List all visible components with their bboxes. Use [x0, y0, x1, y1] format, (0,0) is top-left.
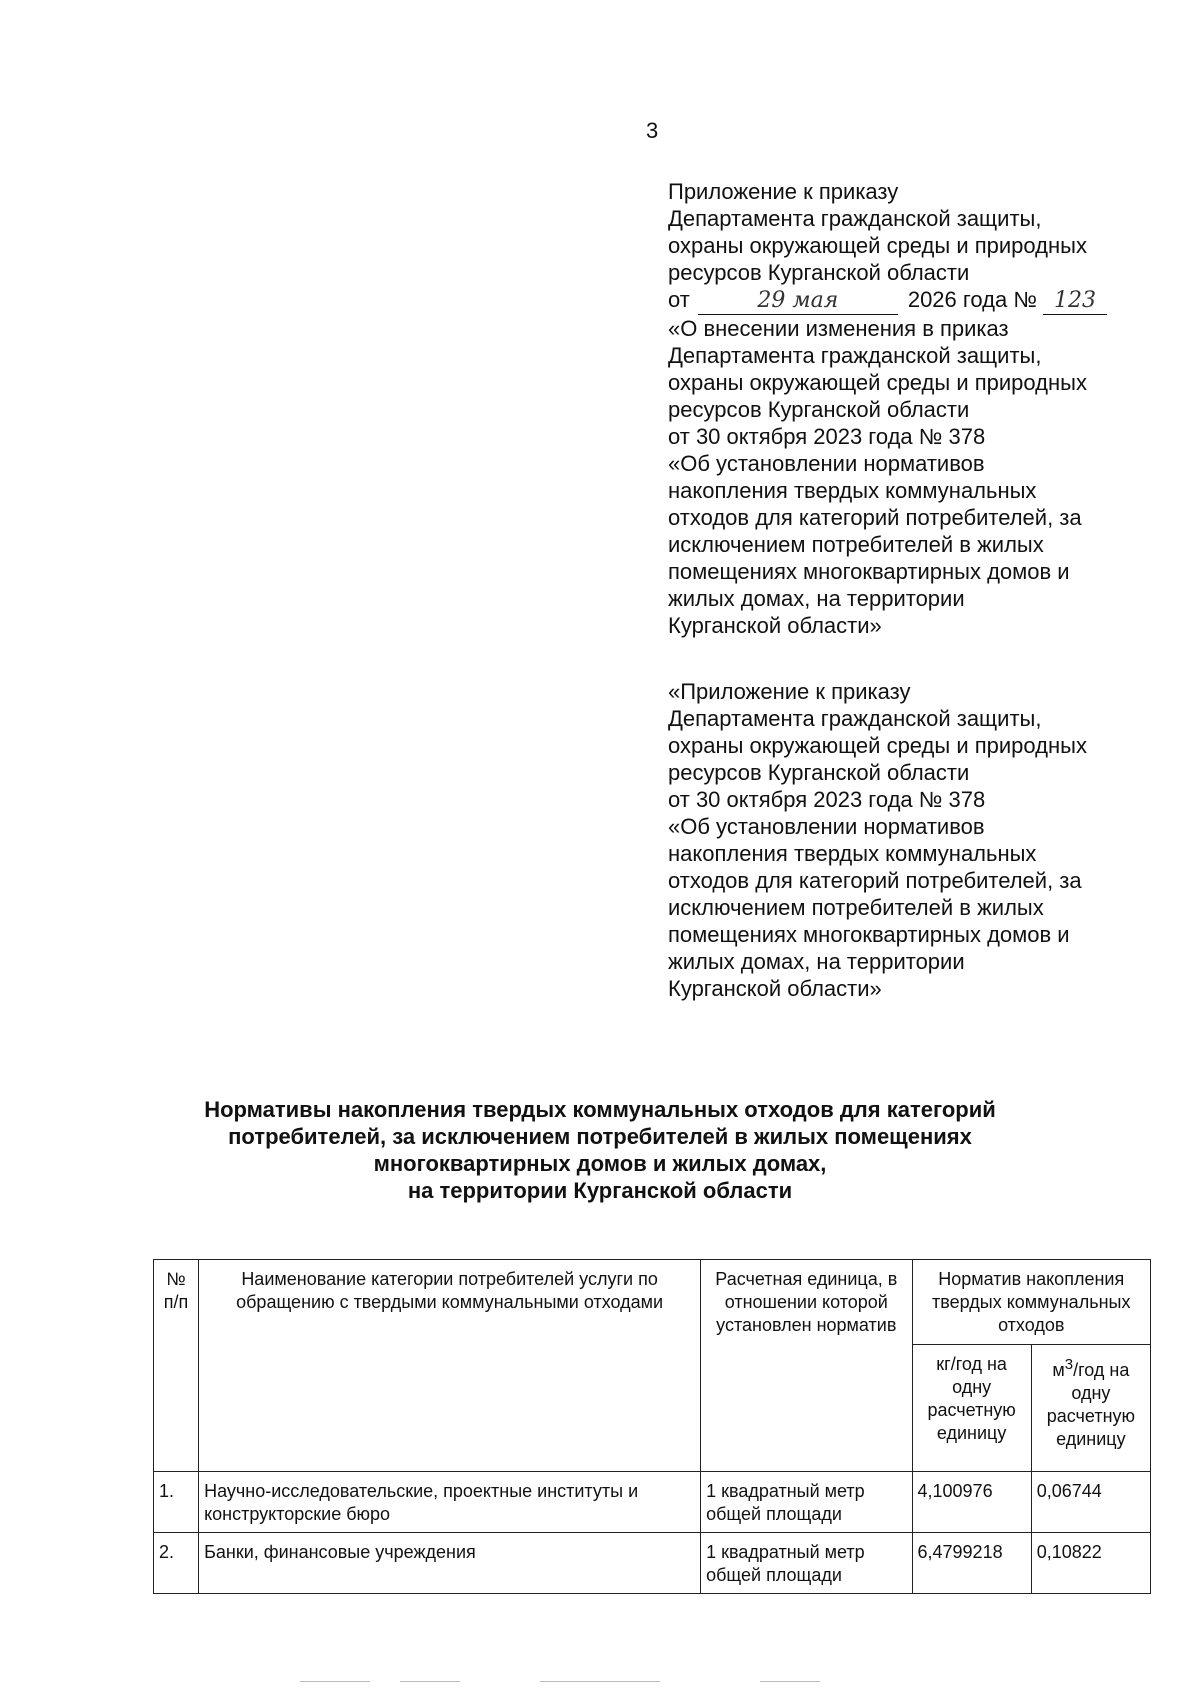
- annex-line: «Об установлении нормативов: [668, 451, 985, 476]
- annex-line: отходов для категорий потребителей, за: [668, 868, 1082, 893]
- header-m3-prefix: м: [1052, 1360, 1065, 1380]
- scan-artifact-line: [400, 1681, 460, 1682]
- annex-line: Департамента гражданской защиты,: [668, 706, 1042, 731]
- annex-date-line: [668, 286, 1138, 315]
- annex-line: охраны окружающей среды и природных: [668, 233, 1087, 258]
- table-row: [154, 1472, 1151, 1533]
- header-m3-suffix: /год на одну расчетную единицу: [1046, 1360, 1136, 1449]
- header-category: Наименование категории потребителей услуги по обращению с твердыми коммунальными отходами: [199, 1260, 701, 1472]
- annex-line: накопления твердых коммунальных: [668, 841, 1037, 866]
- scan-artifact-line: [300, 1681, 370, 1682]
- cell-num: 2.: [154, 1533, 199, 1594]
- header-m3: [1031, 1345, 1150, 1472]
- annex-line: отходов для категорий потребителей, за: [668, 505, 1082, 530]
- table-header-row: [154, 1260, 1151, 1345]
- annex-line: Департамента гражданской защиты,: [668, 343, 1042, 368]
- page-number: 3: [646, 118, 659, 143]
- cell-unit: 1 квадратный метр общей площади: [701, 1533, 912, 1594]
- annex-line: «О внесении изменения в приказ: [668, 316, 1009, 341]
- handwritten-number: 123: [1043, 287, 1107, 315]
- header-m3-sup: 3: [1064, 1356, 1074, 1373]
- annex-line: накопления твердых коммунальных: [668, 478, 1037, 503]
- annex-line: ресурсов Курганской области: [668, 260, 970, 285]
- title-line: Нормативы накопления твердых коммунальных отходов для категорий: [204, 1097, 996, 1122]
- cell-num: 1.: [154, 1472, 199, 1533]
- cell-kg: 4,100976: [912, 1472, 1031, 1533]
- annex-line: охраны окружающей среды и природных: [668, 370, 1087, 395]
- scan-artifact-line: [760, 1681, 820, 1682]
- title-line: многоквартирных домов и жилых домах,: [373, 1151, 827, 1176]
- annex-line: ресурсов Курганской области: [668, 397, 970, 422]
- annex-line: Приложение к приказу: [668, 179, 899, 204]
- cell-kg: 6,4799218: [912, 1533, 1031, 1594]
- title-line: потребителей, за исключением потребителей в жилых помещениях: [228, 1124, 972, 1149]
- header-kg: кг/год на одну расчетную единицу: [912, 1345, 1031, 1472]
- annex-line: Курганской области»: [668, 613, 882, 638]
- cell-m3: 0,10822: [1031, 1533, 1150, 1594]
- cell-m3: 0,06744: [1031, 1472, 1150, 1533]
- annex-line: ресурсов Курганской области: [668, 760, 970, 785]
- cell-unit: 1 квадратный метр общей площади: [701, 1472, 912, 1533]
- document-title: [150, 1096, 1050, 1204]
- norms-table: [153, 1259, 1151, 1594]
- annex-original-block: [668, 678, 1138, 1002]
- header-unit: Расчетная единица, в отношении которой установлен норматив: [701, 1260, 912, 1472]
- handwritten-date: 29 мая: [698, 287, 898, 315]
- date-prefix: от: [668, 287, 690, 312]
- cell-category: Научно-исследовательские, проектные институты и конструкторские бюро: [199, 1472, 701, 1533]
- annex-line: жилых домах, на территории: [668, 949, 965, 974]
- header-num: № п/п: [154, 1260, 199, 1472]
- annex-line: Курганской области»: [668, 976, 882, 1001]
- annex-line: «Приложение к приказу: [668, 679, 911, 704]
- annex-line: Департамента гражданской защиты,: [668, 206, 1042, 231]
- cell-category: Банки, финансовые учреждения: [199, 1533, 701, 1594]
- annex-line: помещениях многоквартирных домов и: [668, 559, 1070, 584]
- annex-line: исключением потребителей в жилых: [668, 895, 1044, 920]
- table-row: [154, 1533, 1151, 1594]
- scan-artifact-line: [540, 1681, 660, 1682]
- annex-line: помещениях многоквартирных домов и: [668, 922, 1070, 947]
- year-text: 2026 года №: [907, 287, 1037, 312]
- title-line: на территории Курганской области: [407, 1178, 793, 1203]
- annex-line: от 30 октября 2023 года № 378: [668, 787, 986, 812]
- annex-line: от 30 октября 2023 года № 378: [668, 424, 986, 449]
- annex-line: жилых домах, на территории: [668, 586, 965, 611]
- annex-line: охраны окружающей среды и природных: [668, 733, 1087, 758]
- annex-line: исключением потребителей в жилых: [668, 532, 1044, 557]
- annex-line: «Об установлении нормативов: [668, 814, 985, 839]
- annex-amendment-block: [668, 178, 1138, 639]
- header-norm: Норматив накопления твердых коммунальных отходов: [912, 1260, 1151, 1345]
